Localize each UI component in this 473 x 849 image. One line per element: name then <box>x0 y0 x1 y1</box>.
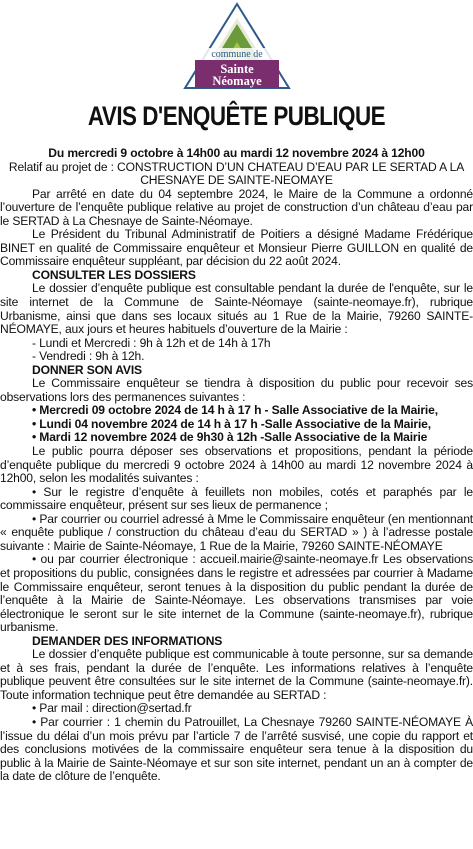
commune-logo <box>181 2 293 94</box>
infos-paragraph-1: Le dossier d’enquête publique est communicable à toute personne, sur sa demande et à ses frais, pendant la durée de l’enquête. Les informations relatives à l’enquête publique peuvent être consultées sur le site internet de la Commune (sainte-neomaye.fr). Toute information technique peut être demandée au SERTAD : <box>0 647 473 702</box>
modality-mail: • Par courrier ou courriel adressé à Mme le Commissaire enquêteur (en mentionnant « enquête publique / construction du château d’eau du SERTAD » ) à l’adresse postale suivante : Mairie de Sainte-Néomaye, 1 Rue de la Mairie, 79260 SAINTE-NÉOMAYE <box>0 511 473 553</box>
infos-paragraph-2: • Par courrier : 1 chemin du Patrouillet, La Chesnaye 79260 SAINTE-NÉOMAYE À l’issue du délai d’un mois prévu par l’article 7 de l’arrêté susvisé, une copie du rapport et des conclusions motivées de la commissaire enquêteur sera tenue à la disposition du public à la Mairie de Sainte-Néomaye et sur son site internet, pendant un an à compter de la date de clôture de l’enquête. <box>0 714 473 784</box>
page-title: AVIS D'ENQUÊTE PUBLIQUE <box>87 101 386 131</box>
section-heading-infos: DEMANDER DES INFORMATIONS <box>32 633 223 648</box>
enquiry-dates: Du mercredi 9 octobre à 14h00 au mardi 12 novembre 2024 à 12h00 <box>48 146 425 160</box>
intro-paragraph-1: Par arrêté en date du 04 septembre 2024, le Maire de la Commune a ordonné l’ouverture de l’enquête publique relative au projet de construction d’un château d’eau par le SERTAD à La Chesnaye de Sainte-Néomaye. <box>0 186 473 228</box>
modality-email: • ou par courrier électronique : accueil.mairie@sainte-neomaye.fr Les observations et propositions du public, consignées dans le registre et adressées par courrier à Madame le Commissaire enquêteur, seront tenues à la disposition du public pendant la durée de l’enquête à la Mairie de Sainte-Néomaye. Les observations transmises par voie électronique le seront sur le site internet de la Commune (sainte-neomaye.fr), rubrique urbanisme. <box>0 552 473 635</box>
opening-hours-2: - Vendredi : 9h à 12h. <box>32 349 145 364</box>
section-heading-avis: DONNER SON AVIS <box>32 362 142 377</box>
permanence-2: • Lundi 04 novembre 2024 de 14 h à 17 h -Salle Associative de la Mairie, <box>32 416 431 431</box>
logo-line3: Néomaye <box>212 74 262 88</box>
permanence-1: • Mercredi 09 octobre 2024 de 14 h à 17 h - Salle Associative de la Mairie, <box>32 403 438 418</box>
opening-hours-1: - Lundi et Mercredi : 9h à 12h et de 14h à 17h <box>32 335 271 350</box>
modality-register: • Sur le registre d’enquête à feuillets non mobiles, cotés et paraphés par le commissaire enquêteur, présent sur ses lieux de permanence ; <box>0 484 473 513</box>
notice-body <box>0 147 473 784</box>
logo-line1: commune de <box>211 49 263 60</box>
section-heading-consulter: CONSULTER LES DOSSIERS <box>32 267 196 282</box>
project-subject: Relatif au projet de : CONSTRUCTION D’UN CHATEAU D’EAU PAR LE SERTAD A LA CHESNAYE DE SAINTE-NEOMAYE <box>8 159 465 188</box>
avis-paragraph-1: Le Commissaire enquêteur se tiendra à disposition du public pour recevoir ses observations lors des permanences suivantes : <box>0 376 473 404</box>
logo-line2: Sainte <box>220 62 254 76</box>
intro-paragraph-2: Le Président du Tribunal Administratif de Poitiers a désigné Madame Frédérique BINET en qualité de Commissaire enquêteur et Monsieur Pierre GUILLON en qualité de Commissaire enquêteur suppléant, par décision du 22 août 2024. <box>0 227 473 269</box>
infos-mail: • Par mail : direction@sertad.fr <box>32 701 192 716</box>
permanence-3: • Mardi 12 novembre 2024 de 9h30 à 12h -Salle Associative de la Mairie <box>32 430 428 445</box>
avis-paragraph-2: Le public pourra déposer ses observations et propositions, pendant la période d’enquête publique du mercredi 9 octobre 2024 à 14h00 au mardi 12 novembre 2024 à 12h00, selon les modalités suivantes : <box>0 444 473 486</box>
consulter-paragraph: Le dossier d’enquête publique est consultable pendant la durée de l'enquête, sur le site internet de la Commune de Sainte-Néomaye (sainte-neomaye.fr), rubrique Urbanisme, ainsi que dans ses locaux situés au 1 Rue de la Mairie, 79260 SAINTE-NÉOMAYE, aux jours et heures habituels d’ouverture de la Mairie : <box>0 281 473 337</box>
